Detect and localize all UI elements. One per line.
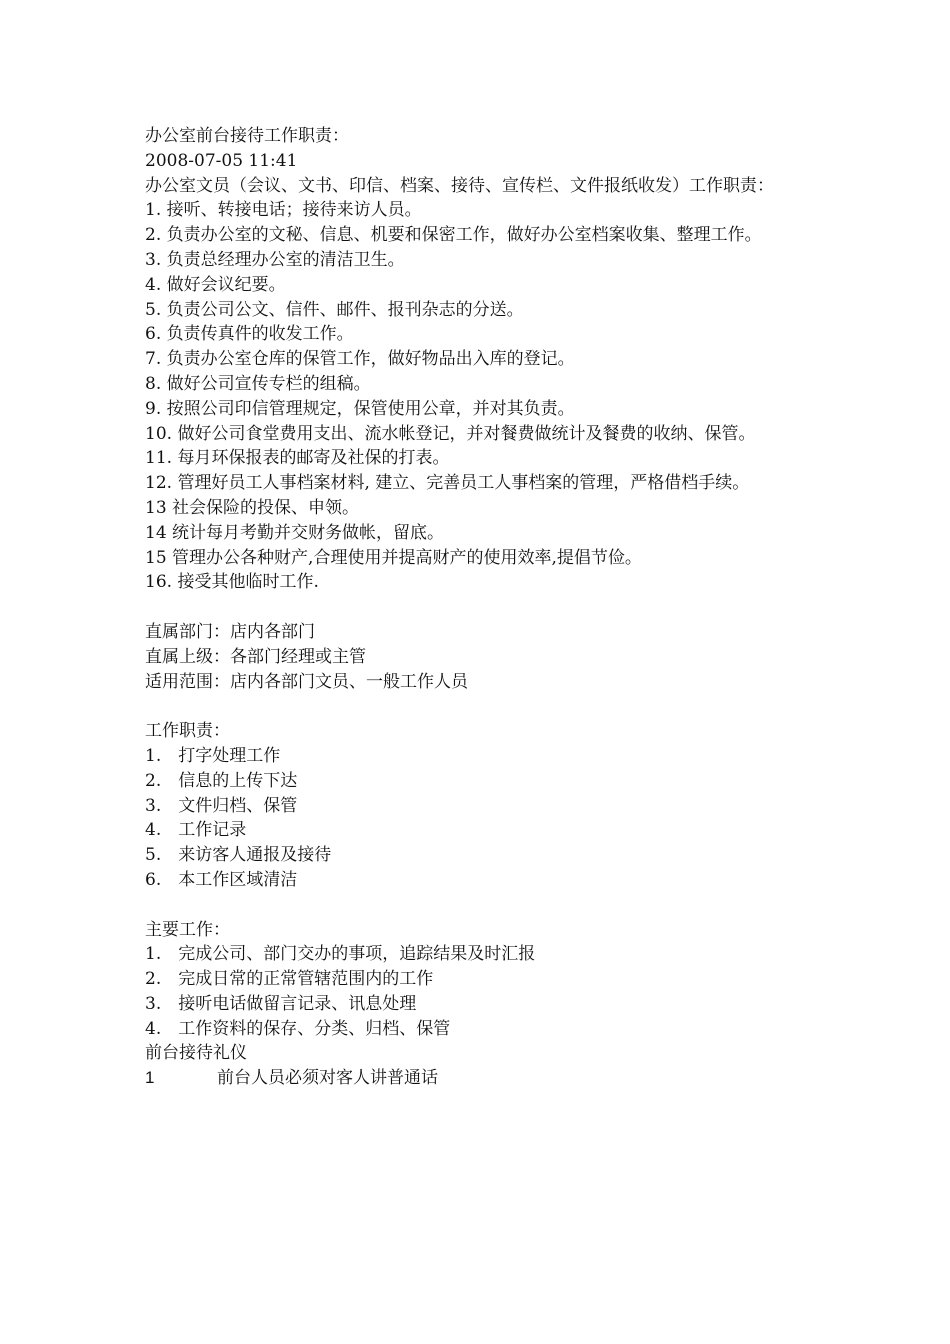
duty-item: 8. 做好公司宣传专栏的组稿。 <box>145 373 371 394</box>
document-title: 办公室前台接待工作职责： <box>145 126 349 146</box>
duty-item: 13 社会保险的投保、申领。 <box>145 497 360 518</box>
document-datetime: 2008-07-05 11:41 <box>145 150 298 171</box>
duty-item: 14 统计每月考勤并交财务做帐，留底。 <box>145 522 445 543</box>
job-duty-item: 1. 打字处理工作 <box>145 745 281 766</box>
etiquette-heading: 前台接待礼仪 <box>145 1043 247 1064</box>
duty-item: 4. 做好会议纪要。 <box>145 274 286 295</box>
intro-paragraph: 办公室文员（会议、文书、印信、档案、接待、宣传栏、文件报纸收发）工作职责： <box>145 175 774 196</box>
blank-line <box>145 893 810 918</box>
duty-item: 16. 接受其他临时工作. <box>145 572 319 593</box>
duty-item: 9. 按照公司印信管理规定，保管使用公章，并对其负责。 <box>145 398 575 419</box>
job-duties-heading: 工作职责： <box>145 721 230 742</box>
main-work-item: 3. 接听电话做留言记录、讯息处理 <box>145 993 417 1014</box>
job-duty-item: 3. 文件归档、保管 <box>145 795 298 816</box>
duty-item: 1. 接听、转接电话；接待来访人员。 <box>145 200 422 221</box>
duty-item: 3. 负责总经理办公室的清洁卫生。 <box>145 249 405 270</box>
duty-item: 15 管理办公各种财产,合理使用并提高财产的使用效率,提倡节俭。 <box>145 547 642 568</box>
duty-item: 7. 负责办公室仓库的保管工作，做好物品出入库的登记。 <box>145 349 575 370</box>
duty-item: 2. 负责办公室的文秘、信息、机要和保密工作，做好办公室档案收集、整理工作。 <box>145 225 762 246</box>
job-duty-item: 4. 工作记录 <box>145 820 247 841</box>
duty-item: 5. 负责公司公文、信件、邮件、报刊杂志的分送。 <box>145 299 524 320</box>
duty-item: 10. 做好公司食堂费用支出、流水帐登记，并对餐费做统计及餐费的收纳、保管。 <box>145 423 756 444</box>
etiquette-item <box>145 1066 810 1091</box>
duty-item: 6. 负责传真件的收发工作。 <box>145 324 354 345</box>
duty-item: 12. 管理好员工人事档案材料, 建立、完善员工人事档案的管理，严格借档手续。 <box>145 473 750 494</box>
duty-item: 11. 每月环保报表的邮寄及社保的打表。 <box>145 448 450 469</box>
scope-line: 适用范围：店内各部门文员、一般工作人员 <box>145 671 468 692</box>
blank-line <box>145 595 810 620</box>
job-duty-item: 6. 本工作区域清洁 <box>145 869 298 890</box>
etiquette-item-number: 1 <box>145 1068 155 1088</box>
main-work-item: 1. 完成公司、部门交办的事项，追踪结果及时汇报 <box>145 944 536 965</box>
blank-line <box>145 694 810 719</box>
document-body <box>145 124 810 1091</box>
job-duty-item: 5. 来访客人通报及接待 <box>145 845 332 866</box>
etiquette-item-text: 前台人员必须对客人讲普通话 <box>217 1068 438 1089</box>
job-duty-item: 2. 信息的上传下达 <box>145 770 298 791</box>
main-work-item: 4. 工作资料的保存、分类、归档、保管 <box>145 1018 451 1039</box>
main-work-item: 2. 完成日常的正常管辖范围内的工作 <box>145 969 434 990</box>
department-line: 直属部门：店内各部门 <box>145 621 315 642</box>
superior-line: 直属上级：各部门经理或主管 <box>145 646 366 667</box>
main-work-heading: 主要工作： <box>145 919 230 940</box>
